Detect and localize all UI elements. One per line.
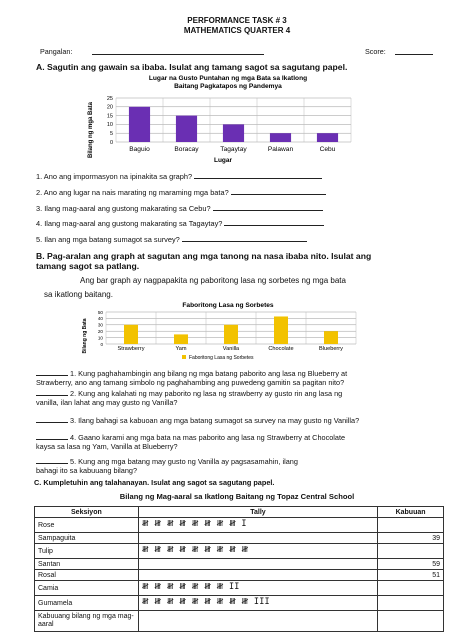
bar-strawberry — [124, 325, 138, 344]
section-b-intro-2: sa ikatlong baitang. — [44, 290, 113, 299]
x-tick-label: Yam — [175, 346, 187, 352]
section-a-instruction: A. Sagutin ang gawain sa ibaba. Isulat ang tamang sagot sa sagutang papel. — [36, 62, 348, 72]
chart1-xlabel: Lugar — [213, 157, 233, 164]
tally-cell: 𝍸 𝍸 𝍸 𝍸 𝍸 𝍸 𝍸 𝍸 𝍸 III — [138, 596, 377, 611]
chart2-ylabel: Bilang ng Bata — [82, 318, 88, 354]
y-tick-label: 30 — [97, 322, 103, 328]
y-tick-label: 5 — [109, 131, 113, 137]
x-tick-label: Cebu — [319, 146, 336, 153]
total-cell[interactable] — [378, 596, 444, 611]
question-b3: 3. Ilang bahagi sa kabuoan ang mga batang sumagot sa survey na may gusto ng Vanilla? — [36, 416, 456, 425]
y-tick-label: 0 — [109, 139, 113, 146]
column-header: Seksiyon — [35, 507, 139, 518]
tally-cell[interactable] — [138, 570, 377, 581]
chart1-ylabel: Bilang ng mga Bata — [88, 101, 94, 159]
table-row — [35, 596, 444, 611]
question-a3: 3. Ilang mag-aaral ang gustong makarating sa Cebu? — [36, 204, 323, 213]
section-b-intro-1: Ang bar graph ay nagpapakita ng paboritong lasa ng sorbetes ng mga bata — [80, 276, 346, 285]
tally-cell: 𝍸 𝍸 𝍸 𝍸 𝍸 𝍸 𝍸 𝍸 I — [138, 518, 377, 533]
total-cell: 59 — [378, 559, 444, 570]
name-label: Pangalan: — [40, 47, 73, 56]
page-title: PERFORMANCE TASK # 3 — [187, 16, 287, 25]
section-cell: Sampaguita — [35, 533, 139, 544]
question-a2: 2. Ano ang lugar na nais marating ng maraming mga bata? — [36, 188, 326, 197]
chart2-legend: Faboritong Lasa ng Sorbetes — [189, 355, 254, 361]
section-cell: Rosal — [35, 570, 139, 581]
question-a4: 4. Ilang mag-aaral ang gustong makarating sa Tagaytay? — [36, 219, 324, 228]
x-tick-label: Strawberry — [117, 346, 145, 352]
tally-cell: 𝍸 𝍸 𝍸 𝍸 𝍸 𝍸 𝍸 II — [138, 581, 377, 596]
bar-palawan — [270, 133, 291, 142]
table-row — [35, 533, 444, 544]
tally-cell: 𝍸 𝍸 𝍸 𝍸 𝍸 𝍸 𝍸 𝍸 𝍸 — [138, 544, 377, 559]
y-tick-label: 15 — [106, 113, 113, 120]
table-row — [35, 570, 444, 581]
bar-blueberry — [324, 331, 338, 344]
chart2-legend-swatch — [182, 355, 186, 359]
bar-cebu — [317, 133, 338, 142]
total-cell[interactable] — [378, 518, 444, 533]
question-b1: 1. Kung paghahambingin ang bilang ng mga batang paborito ang lasa ng Blueberry at Strawberry, ano ang tamang simbolo ng paghahambing ang puwedeng gamitin sa pagitan nito? — [36, 369, 348, 387]
section-b-instruction-1: B. Pag-aralan ang graph at sagutan ang mga tanong na nasa ibaba nito. Isulat ang — [36, 251, 372, 261]
y-tick-label: 10 — [106, 122, 113, 129]
y-tick-label: 10 — [97, 335, 103, 341]
chart1-title-line2: Baitang Pagkatapos ng Pandemya — [174, 83, 282, 90]
table-title: Bilang ng Mag-aaral sa Ikatlong Baitang ng Topaz Central School — [119, 492, 355, 501]
x-tick-label: Boracay — [174, 146, 199, 153]
score-label: Score: — [365, 47, 386, 56]
chart2-title: Faboritong Lasa ng Sorbetes — [182, 302, 274, 309]
y-tick-label: 25 — [106, 95, 113, 102]
question-b4: 4. Gaano karami ang mga bata na mas paborito ang lasa ng Strawberry at Chocolate kaysa sa lasa ng Yam, Vanilla at Blueberry? — [36, 433, 346, 451]
bar-vanilla — [224, 325, 238, 344]
section-c-instruction: C. Kumpletuhin ang talahanayan. Isulat ang sagot sa sagutang papel. — [34, 478, 275, 487]
section-b-instruction-2: tamang sagot sa patlang. — [36, 261, 140, 271]
x-tick-label: Vanilla — [222, 346, 240, 352]
total-cell[interactable] — [378, 581, 444, 596]
score-field[interactable] — [395, 54, 433, 55]
chart-places — [78, 72, 378, 164]
table-row — [35, 581, 444, 596]
y-tick-label: 50 — [97, 309, 103, 315]
total-cell: 51 — [378, 570, 444, 581]
tally-cell[interactable] — [138, 533, 377, 544]
tally-cell[interactable] — [138, 611, 377, 632]
bar-chocolate — [274, 316, 288, 344]
section-cell: Tulip — [35, 544, 139, 559]
bar-tagaytay — [223, 124, 244, 142]
table-row — [35, 559, 444, 570]
section-cell: Rose — [35, 518, 139, 533]
table-header-row — [35, 507, 444, 518]
section-cell: Camia — [35, 581, 139, 596]
chart1-title-line1: Lugar na Gusto Puntahan ng mga Bata sa Ikatlong — [148, 75, 308, 82]
question-b5: 5. Kung ang mga batang may gusto ng Vanilla ay pagsasamahin, ilang bahagi ito sa kabuuang bilang? — [36, 457, 298, 475]
column-header: Tally — [138, 507, 377, 518]
total-cell[interactable] — [378, 544, 444, 559]
y-tick-label: 40 — [97, 316, 103, 322]
page-subtitle: MATHEMATICS QUARTER 4 — [183, 26, 291, 35]
section-cell: Santan — [35, 559, 139, 570]
bar-baguio — [129, 107, 150, 142]
name-field[interactable] — [92, 54, 264, 55]
section-cell: Gumamela — [35, 596, 139, 611]
bar-boracay — [176, 116, 197, 142]
x-tick-label: Chocolate — [268, 346, 294, 352]
y-tick-label: 20 — [106, 104, 113, 111]
question-a5: 5. Ilan ang mga batang sumagot sa survey? — [36, 235, 307, 244]
question-a1: 1. Ano ang impormasyon na ipinakita sa graph? — [36, 172, 322, 181]
table-row — [35, 611, 444, 632]
bar-yam — [174, 334, 188, 344]
y-tick-label: 20 — [97, 329, 103, 334]
total-cell[interactable] — [378, 611, 444, 632]
section-cell: Kabuuang bilang ng mga mag-aaral — [35, 611, 139, 632]
tally-cell[interactable] — [138, 559, 377, 570]
chart-flavors — [78, 300, 378, 364]
question-b2: 2. Kung ang kalahati ng may paborito ng lasa ng strawberry ay gusto rin ang lasa ng vanilla, ilan lahat ang may gusto ng Vanilla? — [36, 389, 343, 407]
column-header: Kabuuan — [378, 507, 444, 518]
table-row — [35, 518, 444, 533]
x-tick-label: Baguio — [129, 146, 150, 153]
x-tick-label: Palawan — [267, 146, 294, 153]
total-cell: 39 — [378, 533, 444, 544]
table-row — [35, 544, 444, 559]
x-tick-label: Blueberry — [319, 346, 343, 352]
y-tick-label: 0 — [100, 341, 103, 347]
tally-table — [34, 506, 444, 632]
x-tick-label: Tagaytay — [220, 146, 247, 153]
